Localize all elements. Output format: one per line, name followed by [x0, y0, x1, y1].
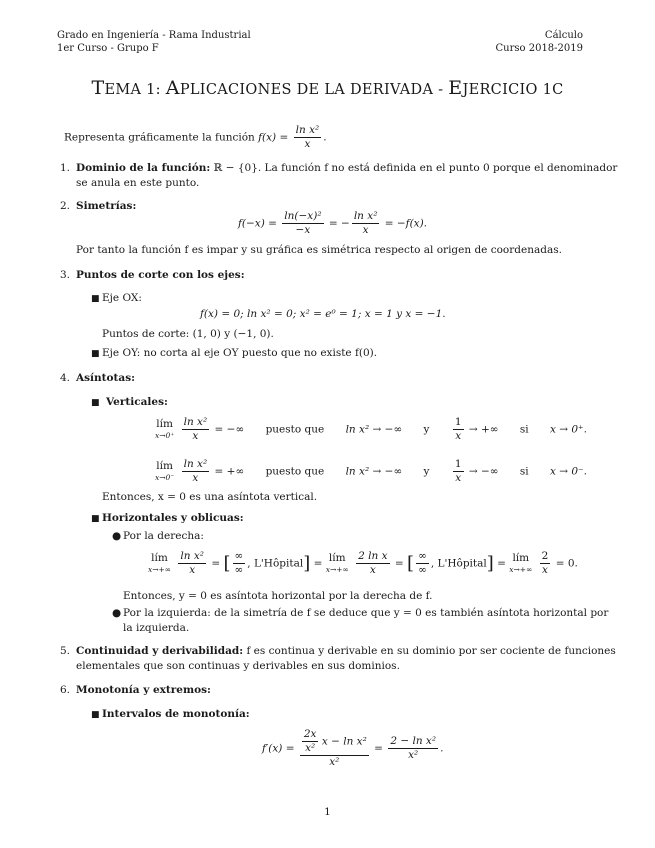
header-academic-year: Curso 2018-2019	[495, 43, 583, 54]
oy-text: Eje OY: no corta al eje OY puesto que no existe f(0).	[102, 347, 378, 359]
left-line2: la izquierda.	[123, 622, 190, 634]
section-monotony-heading: Monotonía y extremos:	[76, 684, 211, 696]
intro-statement: Representa gráficamente la función f(x) = $\frac{\text{ln x²}}{x}$ .	[64, 124, 327, 150]
section-number: 1.	[60, 162, 71, 174]
bullet-dot-icon: ●	[112, 530, 122, 542]
section-number: 2.	[60, 200, 71, 212]
intro-fraction: $\frac{\text{ln x²}}{x}$	[295, 124, 320, 150]
page-title: TEMA 1: APLICACIONES DE LA DERIVADA - EJERCICIO 1C	[91, 77, 564, 99]
section-number: 5.	[60, 645, 71, 657]
section-intercepts-heading: Puntos de corte con los ejes:	[76, 269, 245, 281]
ox-label: Eje OX:	[102, 292, 142, 304]
section-domain: Dominio de la función: ℝ − {0}. La función f no está definida en el punto 0 porque el denominador	[76, 162, 618, 174]
bullet-icon: ■	[91, 294, 100, 304]
right-label: Por la derecha:	[123, 530, 204, 542]
header-subject: Cálculo	[544, 30, 583, 41]
derivative-equation: f′(x) = $\frac{2x}{\text{x²}}$ x − ln x² x² = $\frac{\text{2 − ln x²}}{\text{x²}}$ .	[262, 728, 444, 768]
bullet-icon: ■	[91, 710, 100, 720]
section-continuity-line2: elementales que son continuas y derivables en sus dominios.	[76, 660, 400, 672]
section-number: 4.	[60, 372, 71, 384]
horizontal-heading: Horizontales y oblicuas:	[102, 512, 244, 524]
monotony-subheading: Intervalos de monotonía:	[102, 708, 250, 720]
symmetry-equation: f(−x) = $\frac{\text{ln(−x)²}}{-x}$ = − $\frac{\text{ln x²}}{x}$ = −f(x).	[238, 210, 428, 236]
left-line1: Por la izquierda: de la simetría de f se deduce que y = 0 es también asíntota horizontal por	[123, 607, 609, 619]
bullet-dot-icon: ●	[112, 607, 122, 619]
section-number: 3.	[60, 269, 71, 281]
page-number: 1	[324, 806, 331, 818]
bullet-icon: ■	[91, 514, 100, 524]
vertical-limit-2: lím x→0⁻ $\frac{\text{ln x²}}{x}$ = +∞ puesto que ln x² → −∞ y $\frac{1}{x}$ → −∞ si x → 0⁻.	[155, 458, 587, 484]
vertical-limit-1: lím x→0⁺ $\frac{\text{ln x²}}{x}$ = −∞ puesto que ln x² → −∞ y $\frac{1}{x}$ → +∞ si x → 0⁺.	[155, 416, 587, 442]
right-conclusion: Entonces, y = 0 es asíntota horizontal por la derecha de f.	[123, 590, 433, 602]
header-course-group: 1er Curso - Grupo F	[57, 43, 159, 54]
section-continuity: Continuidad y derivabilidad: f es continua y derivable en su dominio por ser cociente de funciones	[76, 645, 616, 657]
horizontal-limit-equation: lím x→+∞ $\frac{\text{ln x²}}{x}$ = [ $\frac{\infty}{\infty}$ , L'Hôpital] = lím x→+∞ $\frac{\text{2 ln x}}{x}$ = [ $\frac{\infty}{\infty}$ , L'Hôpital] = lím x→+∞ $\frac{2}{x}$ = 0.	[148, 550, 578, 576]
vertical-conclusion: Entonces, x = 0 es una asíntota vertical.	[102, 491, 318, 503]
section-asymptotes-heading: Asíntotas:	[76, 372, 135, 384]
bullet-icon: ■	[91, 398, 100, 408]
section-domain-line2: se anula en este punto.	[76, 177, 200, 189]
ox-points: Puntos de corte: (1, 0) y (−1, 0).	[102, 328, 274, 340]
bullet-icon: ■	[91, 349, 100, 359]
header-degree: Grado en Ingeniería - Rama Industrial	[57, 30, 251, 41]
vertical-heading: Verticales:	[106, 396, 168, 408]
section-symmetry-heading: Simetrías:	[76, 200, 137, 212]
ox-equation: f(x) = 0; ln x² = 0; x² = e⁰ = 1; x = 1 y x = −1.	[200, 308, 446, 320]
section-number: 6.	[60, 684, 71, 696]
symmetry-conclusion: Por tanto la función f es impar y su gráfica es simétrica respecto al origen de coordenadas.	[76, 244, 562, 256]
